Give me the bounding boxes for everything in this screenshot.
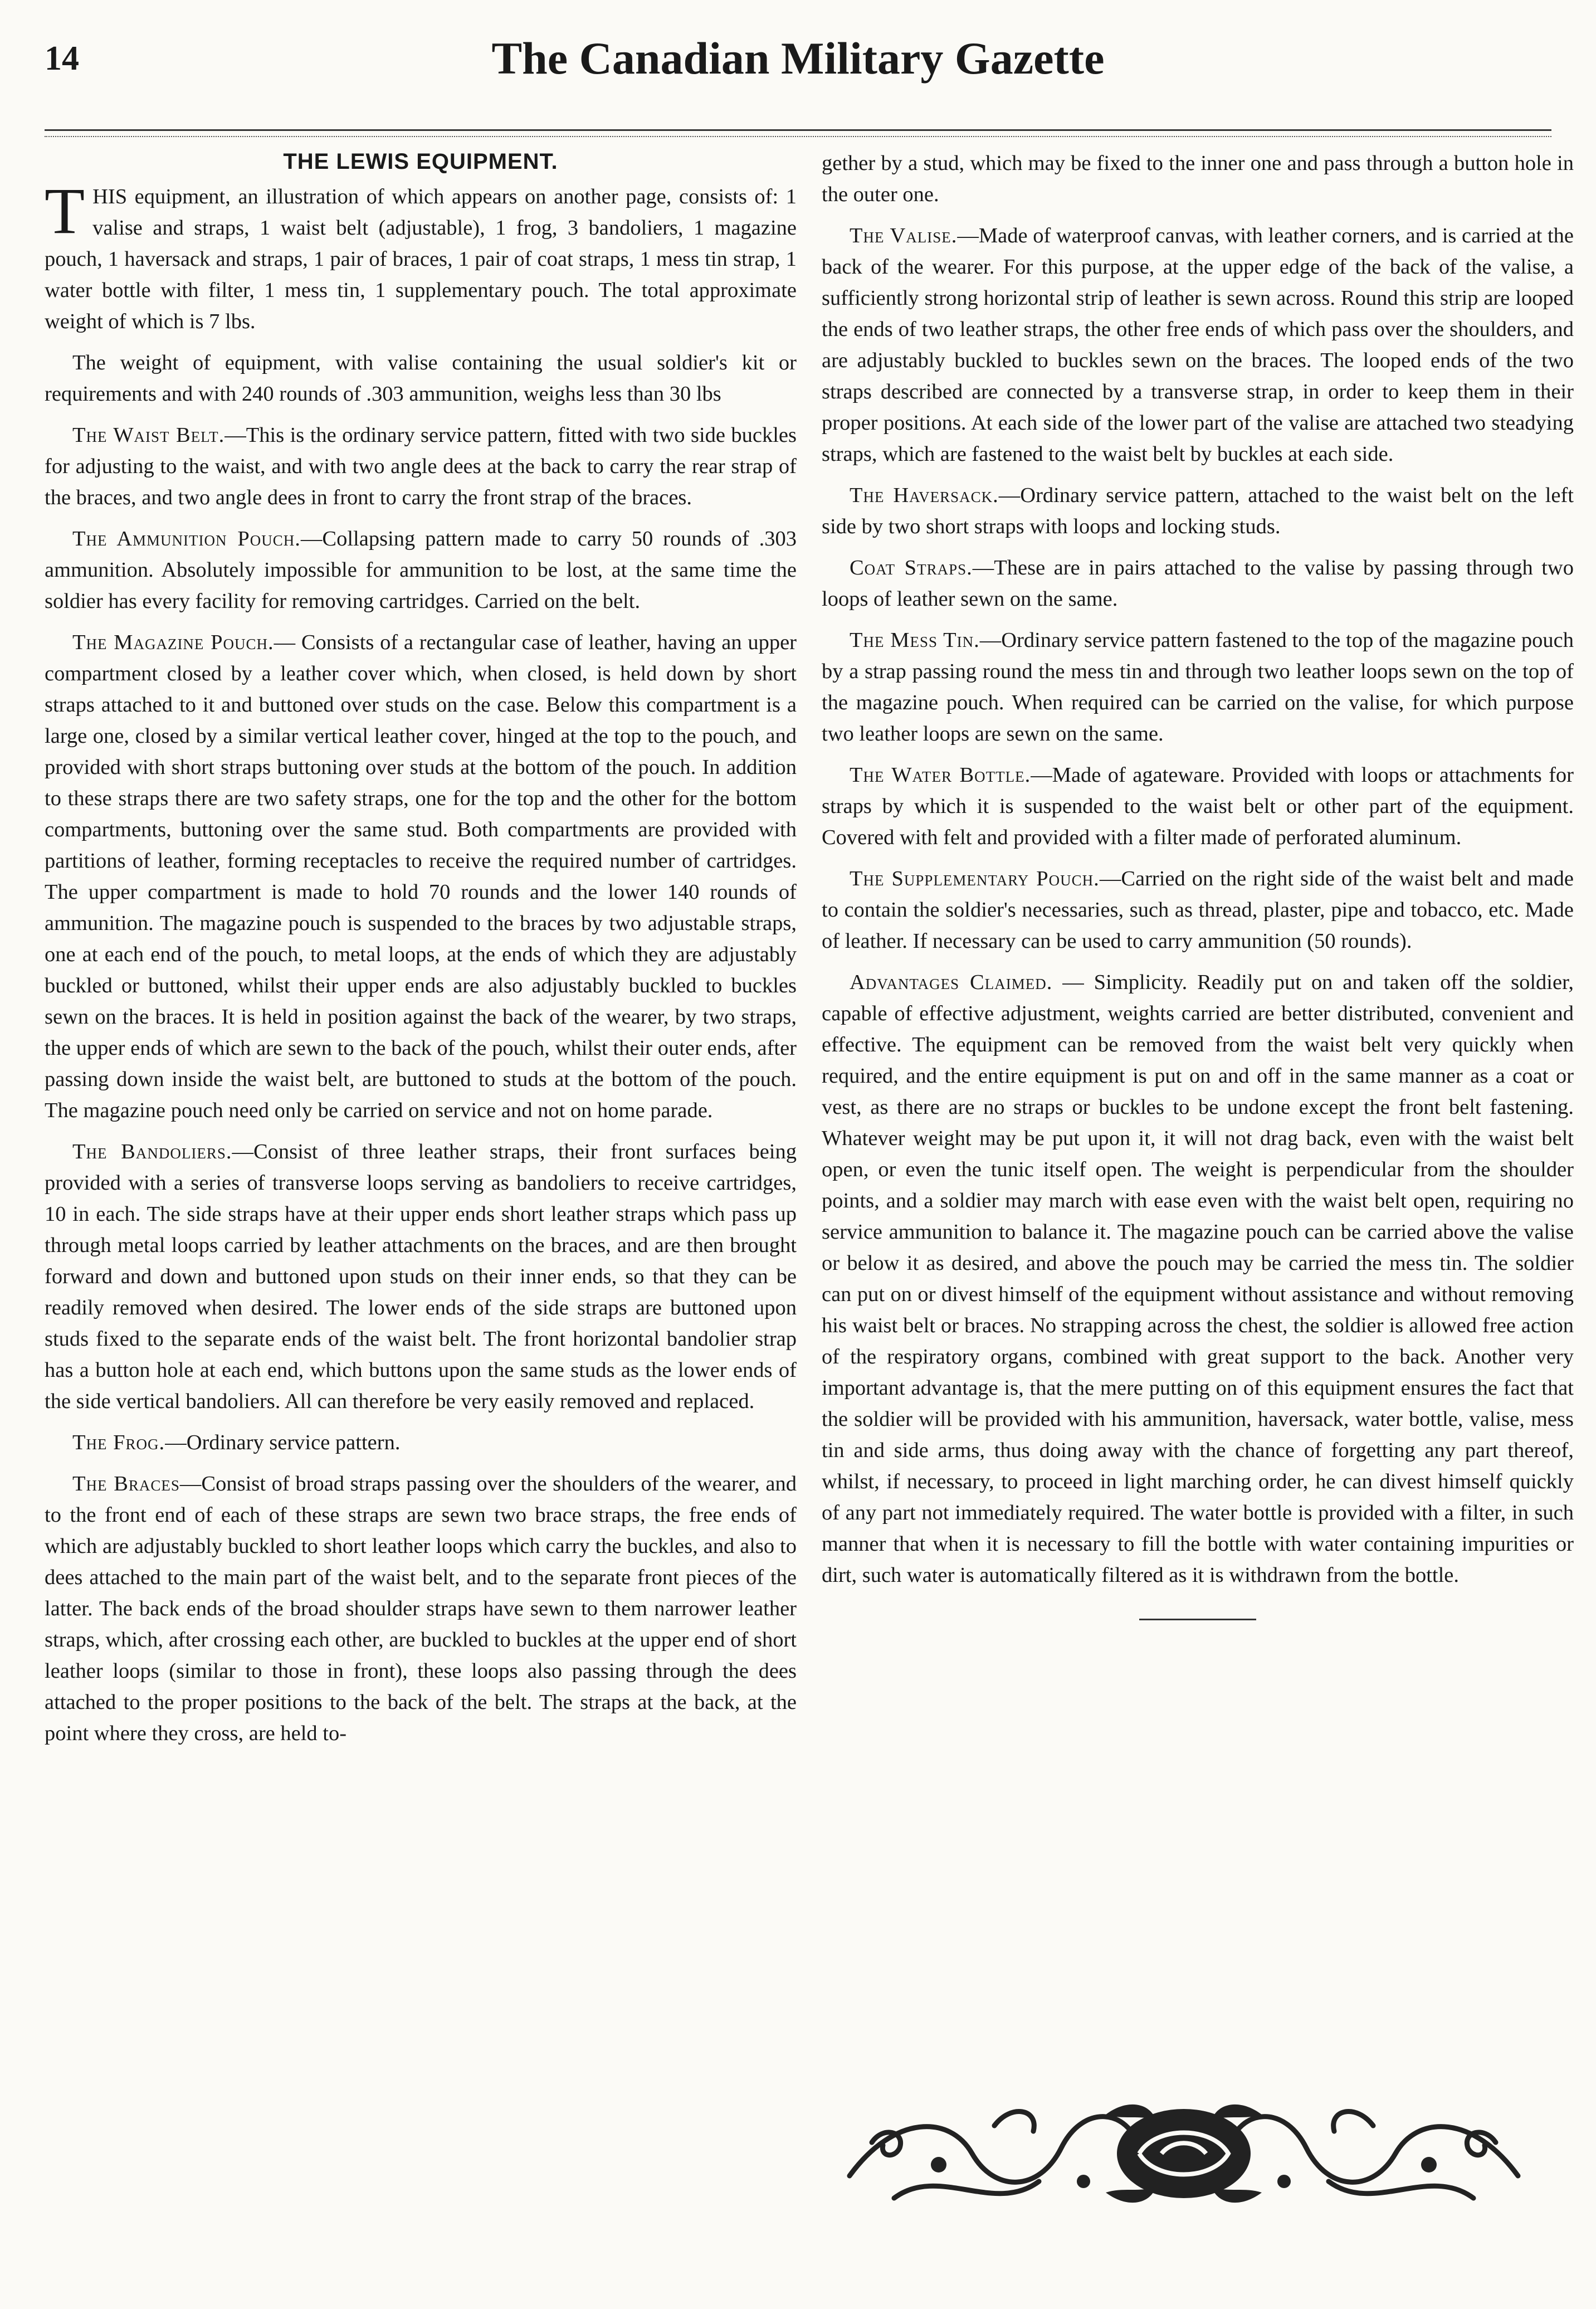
paragraph-mess-tin: The Mess Tin.—Ordinary service pattern fastened to the top of the magazine pouch by a strap passing round the mess tin and through two leather loops sewn on the top of the magazine pouch. When required can be carried on the valise, for which purpose two leather loops are sewn on the same. [822,629,1574,746]
paragraph-waist-belt: The Waist Belt.—This is the ordinary service pattern, fitted with two side buckles for adjusting to the waist, and with two angle dees at the back to carry the rear strap of the braces, and two angle dees in front to carry the front strap of the braces. [45,423,797,509]
section-head: The Ammunition Pouch. [72,527,301,551]
paragraph-braces-continued: gether by a stud, which may be fixed to the inner one and pass through a button hole in the outer one. [822,152,1574,206]
section-head: Coat Straps. [850,556,973,579]
publication-title: The Canadian Military Gazette [491,33,1105,84]
end-rule [1139,1619,1256,1620]
section-head: The Water Bottle. [850,763,1031,787]
column-right [822,148,1574,1620]
paragraph-magazine-pouch: The Magazine Pouch.— Consists of a rectangular case of leather, having an upper compartment closed by a leather cover which, when closed, is held down by short straps attached to it and buttoned over studs on the case. Below this compartment is a large one, closed by a similar vertical leather cover, hinged at the top to the pouch, and provided with short straps buttoning over studs at the bottom of the pouch. In addition to these straps there are two safety straps, one for the top and the other for the bottom compartments, buttoning over the same stud. Both compartments are provided with partitions of leather, forming receptacles to receive the required number of cartridges. The upper compartment is made to hold 70 rounds and the lower 140 rounds of ammunition. The magazine pouch is suspended to the braces by two adjustable straps, one at each end of the pouch, to metal loops, at the ends of which they are adjustably buckled or buttoned, whilst their upper ends are also adjustably buckled to buckles sewn on the braces. It is held in position against the back of the wearer, by two straps, the upper ends of which are sewn to the back of the pouch, whilst their outer ends, after passing down inside the waist belt, are buttoned to studs at the bottom of the pouch. The magazine pouch need only be carried on service and not on home parade. [45,631,797,1122]
paragraph-valise: The Valise.—Made of waterproof canvas, with leather corners, and is carried at the back of the wearer. For this purpose, at the upper edge of the back of the valise, a sufficiently strong horizontal strip of leather is sewn across. Round this strip are looped the ends of two leather straps, the other free ends of which pass over the shoulders, and are adjustably buckled to buckles sewn on the braces. The looped ends of the two straps described are connected by a transverse strap, in order to keep them in their proper positions. At each side of the lower part of the valise are attached two steadying straps, which are fastened to the waist belt by buckles at each side. [822,224,1574,466]
paragraph-haversack: The Haversack.—Ordinary service pattern, attached to the waist belt on the left side by two short straps with loops and locking studs. [822,484,1574,538]
section-head: The Bandoliers. [72,1140,232,1163]
paragraph-intro: THIS equipment, an illustration of which appears on another page, consists of: 1 valise and straps, 1 waist belt (adjustable), 1 frog, 3 bandoliers, 1 magazine pouch, 1 haversack and straps, 1 pair of braces, 1 pair of coat straps, 1 mess tin strap, 1 water bottle with filter, 1 mess tin, 1 supplementary pouch. The total approximate weight of which is 7 lbs. [45,174,797,333]
page-number: 14 [45,40,79,77]
paragraph-bandoliers: The Bandoliers.—Consist of three leather straps, their front surfaces being provided with a series of transverse loops serving as bandoliers to receive cartridges, 10 in each. The side straps have at their upper ends short leather straps which pass up through metal loops carried by leather attachments on the braces, and are then brought forward and down and buttoned upon studs on their inner ends, so that they can be readily removed when desired. The lower ends of the side straps are buttoned upon studs fixed to the separate ends of the waist belt. The front horizontal bandolier strap has a button hole at each end, which buttons upon the same studs as the lower ends of the side vertical bandoliers. All can therefore be very easily removed and replaced. [45,1140,797,1413]
section-head: The Mess Tin. [850,629,980,652]
paragraph-water-bottle: The Water Bottle.—Made of agateware. Provided with loops or attachments for straps by which it is suspended to the waist belt or other part of the equipment. Covered with felt and provided with a filter made of perforated aluminum. [822,763,1574,849]
section-head: The Frog. [72,1431,165,1454]
paragraph-braces: The Braces—Consist of broad straps passing over the shoulders of the wearer, and to the front end of each of these straps are sewn two brace straps, the free ends of which are adjustably buckled to short leather loops which carry the buckles, and also to dees attached to the main part of the waist belt, and to the separate front pieces of the latter. The back ends of the broad shoulder straps have sewn to them narrower leather straps, which, after crossing each other, are buckled to buckles at the upper end of short leather loops (similar to those in front), these loops also passing through the dees attached to the proper positions to the back of the belt. The straps at the back, at the point where they cross, are held to- [45,1472,797,1745]
section-head: The Braces [72,1472,180,1496]
paragraph-supplementary-pouch: The Supplementary Pouch.—Carried on the right side of the waist belt and made to contain the soldier's necessaries, such as thread, plaster, pipe and tobacco, etc. Made of leather. If necessary can be used to carry ammunition (50 rounds). [822,867,1574,953]
paragraph-advantages: Advantages Claimed. — Simplicity. Readily put on and taken off the soldier, capable of effective adjustment, weights carried are better distributed, convenient and effective. The equipment can be removed from the waist belt very quickly when required, and the entire equipment is put on and off in the same manner as a coat or vest, as there are no straps or buckles to be undone except the front belt fastening. Whatever weight may be put upon it, it will not drag back, even with the waist belt open, or even the tunic itself open. The weight is perpendicular from the shoulder points, and a soldier may march with ease even with the waist belt open, requiring no service ammunition to balance it. The magazine pouch can be carried above the valise or below it as desired, and above the pouch may be carried the mess tin. The soldier can put on or divest himself of the equipment without assistance and without removing his waist belt or braces. No strapping across the chest, the soldier is allowed free action of the respiratory organs, combined with great support to the back. Another very important advantage is, that the mere putting on of this equipment ensures the fact that the soldier will be provided with his ammunition, haversack, water bottle, valise, mess tin and side arms, thus doing away with the chance of forgetting any part thereof, whilst, if necessary, to proceed in light marching order, he can divest himself quickly of any part not immediately required. The water bottle is provided with a filter, in such manner that when it is necessary to fill the bottle with water containing impurities or dirt, such water is automatically filtered as it is withdrawn from the bottle. [822,971,1574,1587]
paragraph-ammunition-pouch: The Ammunition Pouch.—Collapsing pattern made to carry 50 rounds of .303 ammunition. Absolutely impossible for ammunition to be lost, at the same time the soldier has every facility for removing cartridges. Carried on the belt. [45,527,797,613]
drop-cap: T [45,174,85,247]
header-rule [45,129,1551,131]
section-head: The Magazine Pouch. [72,631,274,654]
paragraph-coat-straps: Coat Straps.—These are in pairs attached to the valise by passing through two loops of leather sewn on the same. [822,556,1574,611]
section-head: The Valise. [850,224,958,247]
page-header [45,22,1551,106]
section-head: The Haversack. [850,484,999,507]
section-head: The Supplementary Pouch. [850,867,1100,890]
paragraph-frog: The Frog.—Ordinary service pattern. [72,1431,401,1454]
header-rule-dotted [45,136,1551,137]
section-head: Advantages Claimed. [850,971,1053,994]
column-left [45,148,797,1759]
section-head: The Waist Belt. [72,423,225,447]
paragraph-weight: The weight of equipment, with valise containing the usual soldier's kit or requirements and with 240 rounds of .303 ammunition, weighs less than 30 lbs [45,351,797,406]
decorative-scroll-ornament-icon [827,2081,1540,2220]
article-title: THE LEWIS EQUIPMENT. [283,149,558,174]
